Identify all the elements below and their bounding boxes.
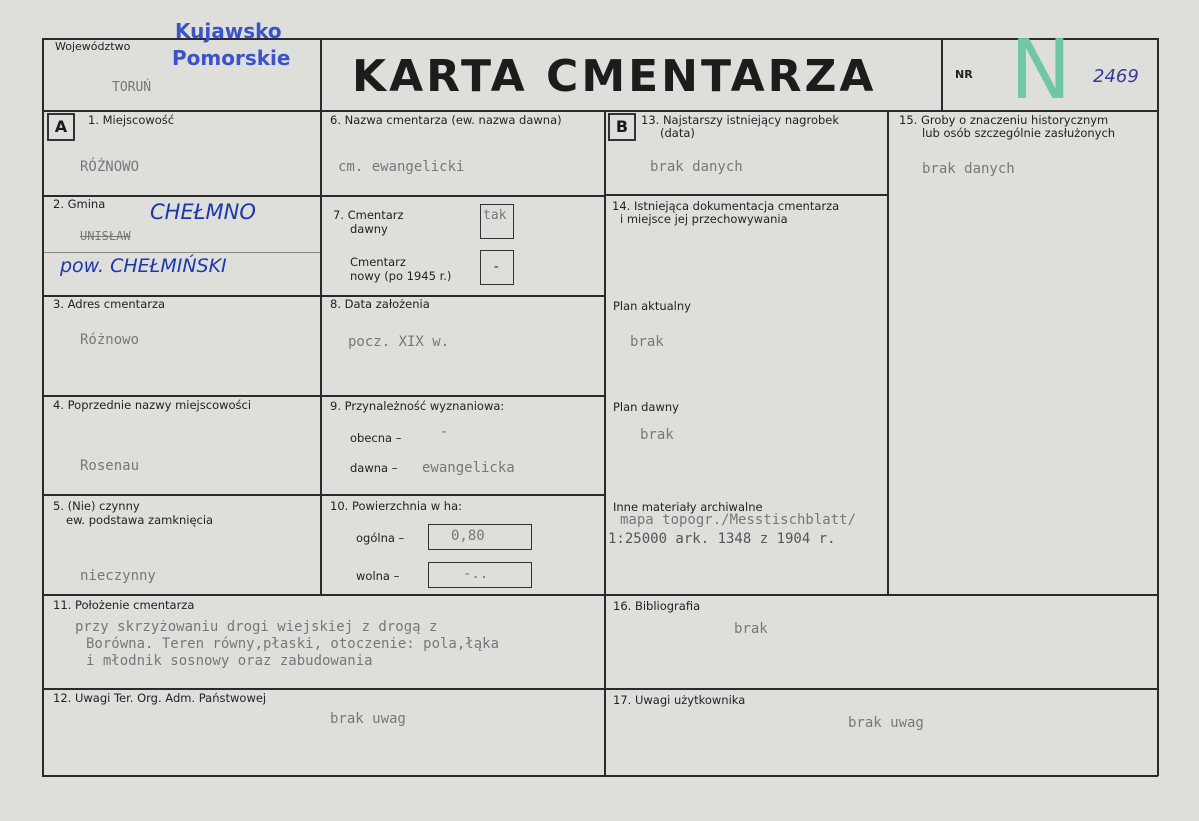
field-9-former-label: dawna – xyxy=(350,461,398,475)
field-1-label: 1. Miejscowość xyxy=(88,113,175,127)
card-title: KARTA CMENTARZA xyxy=(352,51,877,102)
field-9-current-value: - xyxy=(440,424,449,440)
field-9-label: 9. Przynależność wyznaniowa: xyxy=(330,399,505,413)
section-a-marker: A xyxy=(47,113,75,141)
field-12-label: 12. Uwagi Ter. Org. Adm. Państwowej xyxy=(53,691,267,705)
field-10-free-value: -.. xyxy=(463,566,489,582)
field-3-value: Różnowo xyxy=(80,332,140,348)
field-15-label-1: 15. Groby o znaczeniu historycznym xyxy=(899,113,1109,127)
field-2-crossed-value: UNISŁAW xyxy=(80,229,131,243)
field-11-line-3: i młodnik sosnowy oraz zabudowania xyxy=(86,653,373,669)
field-5-value: nieczynny xyxy=(80,568,156,584)
field-14-label-2: i miejsce jej przechowywania xyxy=(620,212,788,226)
field-16-label: 16. Bibliografia xyxy=(613,599,701,613)
stamp-line-2: Pomorskie xyxy=(172,46,291,70)
field-17-label: 17. Uwagi użytkownika xyxy=(613,693,746,707)
field-14-current-plan-label: Plan aktualny xyxy=(613,299,691,313)
field-14-old-plan-value: brak xyxy=(640,427,674,443)
field-16-value: brak xyxy=(734,621,768,637)
field-15-label-2: lub osób szczególnie zasłużonych xyxy=(922,126,1116,140)
field-7-new-value: - xyxy=(492,259,501,275)
field-4-value: Rosenau xyxy=(80,458,140,474)
field-14-other-line-2: 1:25000 ark. 1348 z 1904 r. xyxy=(608,531,836,547)
nr-label: NR xyxy=(955,68,973,81)
field-10-total-value: 0,80 xyxy=(451,528,485,544)
field-11-line-2: Borówna. Teren równy,płaski, otoczenie: pola,łąka xyxy=(86,636,500,652)
field-7-new-label-2: nowy (po 1945 r.) xyxy=(350,269,452,283)
field-7-new-box xyxy=(480,250,514,285)
field-7-old-box xyxy=(480,204,514,239)
field-5-label-2: ew. podstawa zamknięcia xyxy=(66,513,214,527)
field-9-former-value: ewangelicka xyxy=(422,460,515,476)
field-7-new-label-1: Cmentarz xyxy=(350,255,406,269)
field-4-label: 4. Poprzednie nazwy miejscowości xyxy=(53,398,252,412)
field-14-current-plan-value: brak xyxy=(630,334,664,350)
field-6-value: cm. ewangelicki xyxy=(338,159,465,175)
nr-number: 2469 xyxy=(1093,66,1139,87)
section-b-marker: B xyxy=(608,113,636,141)
field-13-label-1: 13. Najstarszy istniejący nagrobek xyxy=(641,113,840,127)
field-10-total-label: ogólna – xyxy=(356,531,405,545)
field-15-value: brak danych xyxy=(922,161,1015,177)
field-14-other-line-1: mapa topogr./Messtischblatt/ xyxy=(620,512,857,528)
field-7-old-value: tak xyxy=(483,208,507,223)
field-11-label: 11. Położenie cmentarza xyxy=(53,598,195,612)
field-10-label: 10. Powierzchnia w ha: xyxy=(330,499,463,513)
field-13-value: brak danych xyxy=(650,159,743,175)
field-3-label: 3. Adres cmentarza xyxy=(53,297,166,311)
field-2-handwritten: CHEŁMNO xyxy=(150,200,256,224)
field-2-powiat: pow. CHEŁMIŃSKI xyxy=(60,255,227,277)
field-10-total-box xyxy=(428,524,532,550)
field-12-value: brak uwag xyxy=(330,711,406,727)
field-8-label: 8. Data założenia xyxy=(330,297,430,311)
field-7-old-label-1: 7. Cmentarz xyxy=(333,208,404,222)
voivodeship-value: TORUŃ xyxy=(112,80,152,95)
field-14-other-label: Inne materiały archiwalne xyxy=(613,500,763,514)
field-17-value: brak uwag xyxy=(848,715,924,731)
nr-stamp-letter: N xyxy=(1010,23,1072,118)
field-5-label-1: 5. (Nie) czynny xyxy=(53,499,140,513)
field-14-old-plan-label: Plan dawny xyxy=(613,400,679,414)
field-10-free-label: wolna – xyxy=(356,569,400,583)
field-11-line-1: przy skrzyżowaniu drogi wiejskiej z drogą z xyxy=(75,619,438,635)
field-13-label-2: (data) xyxy=(660,126,695,140)
field-10-free-box xyxy=(428,562,532,588)
field-9-current-label: obecna – xyxy=(350,431,402,445)
field-6-label: 6. Nazwa cmentarza (ew. nazwa dawna) xyxy=(330,113,562,127)
field-14-label-1: 14. Istniejąca dokumentacja cmentarza xyxy=(612,199,840,213)
field-2-label: 2. Gmina xyxy=(53,197,106,211)
field-7-old-label-2: dawny xyxy=(350,222,388,236)
stamp-line-1: Kujawsko xyxy=(175,19,282,43)
field-1-value: RÓŻNOWO xyxy=(80,159,140,175)
field-8-value: pocz. XIX w. xyxy=(348,334,450,350)
voivodeship-label: Województwo xyxy=(55,40,131,53)
